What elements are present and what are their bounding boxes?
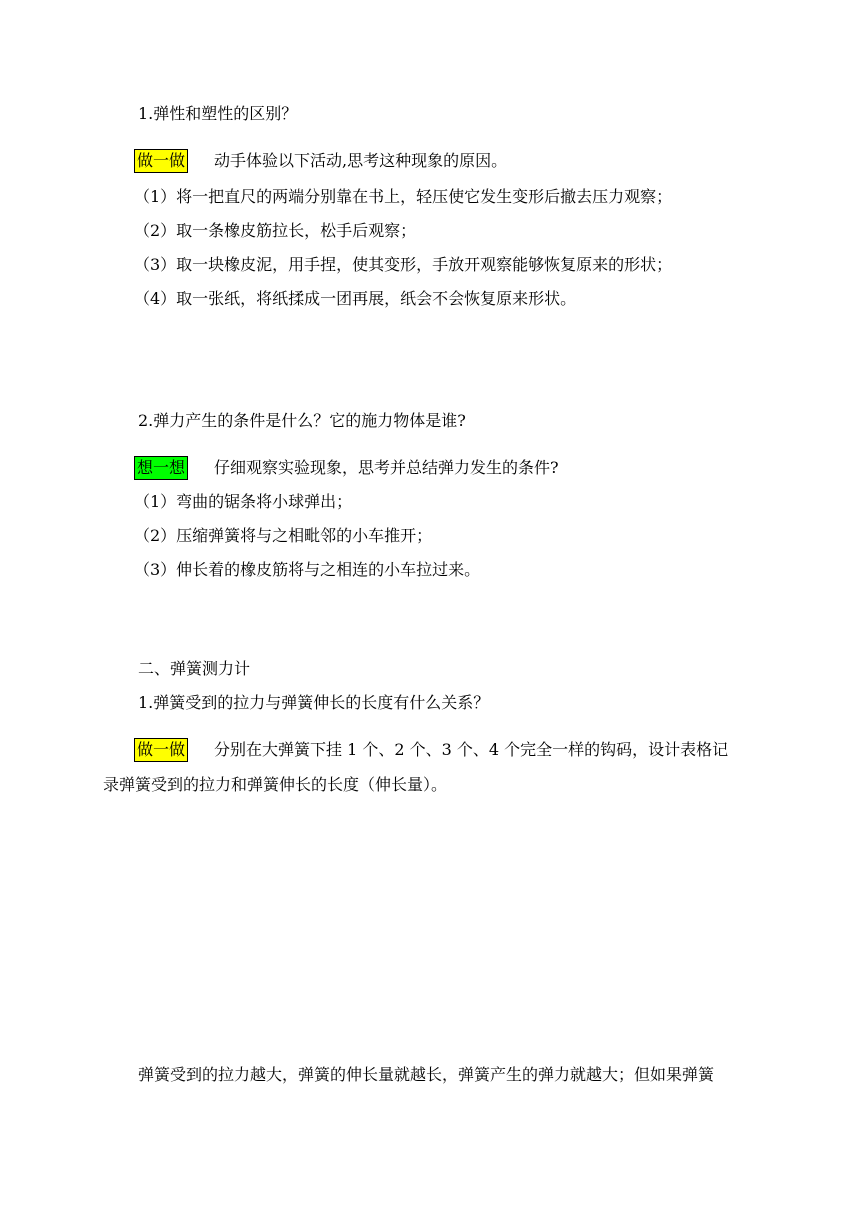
- list-item: （1）弯曲的锯条将小球弹出；: [134, 492, 353, 511]
- activity-row-3: [134, 738, 728, 760]
- activity-text-continued: 录弹簧受到的拉力和弹簧伸长的长度（伸长量）。: [103, 775, 448, 794]
- list-item: （2）取一条橡皮筋拉长，松手后观察；: [134, 221, 417, 240]
- question-2: 2.弹力产生的条件是什么？它的施力物体是谁?: [138, 411, 466, 430]
- section-heading: 二、弹簧测力计: [138, 659, 251, 678]
- activity-tag-do: 做一做: [134, 149, 188, 173]
- list-item: （3）伸长着的橡皮筋将与之相连的小车拉过来。: [134, 560, 481, 579]
- activity-tag-think: 想一想: [134, 456, 188, 480]
- list-item: （1）将一把直尺的两端分别靠在书上，轻压使它发生变形后撤去压力观察；: [134, 187, 673, 206]
- list-item: （2）压缩弹簧将与之相毗邻的小车推开；: [134, 526, 433, 545]
- activity-text: 动手体验以下活动,思考这种现象的原因。: [214, 151, 508, 170]
- question-3: 1.弹簧受到的拉力与弹簧伸长的长度有什么关系？: [138, 693, 490, 712]
- list-item: （4）取一张纸，将纸揉成一团再展，纸会不会恢复原来形状。: [134, 289, 577, 308]
- activity-tag-do: 做一做: [134, 738, 188, 762]
- conclusion-text: 弹簧受到的拉力越大，弹簧的伸长量就越长，弹簧产生的弹力就越大；但如果弹簧: [138, 1065, 715, 1084]
- question-1: 1.弹性和塑性的区别？: [138, 104, 298, 123]
- activity-row-1: [134, 149, 507, 171]
- activity-row-2: [134, 456, 559, 478]
- activity-text: 分别在大弹簧下挂 1 个、2 个、3 个、4 个完全一样的钩码，设计表格记: [214, 740, 729, 759]
- list-item: （3）取一块橡皮泥，用手捏，使其变形，手放开观察能够恢复原来的形状；: [134, 255, 673, 274]
- activity-text: 仔细观察实验现象，思考并总结弹力发生的条件?: [214, 458, 559, 477]
